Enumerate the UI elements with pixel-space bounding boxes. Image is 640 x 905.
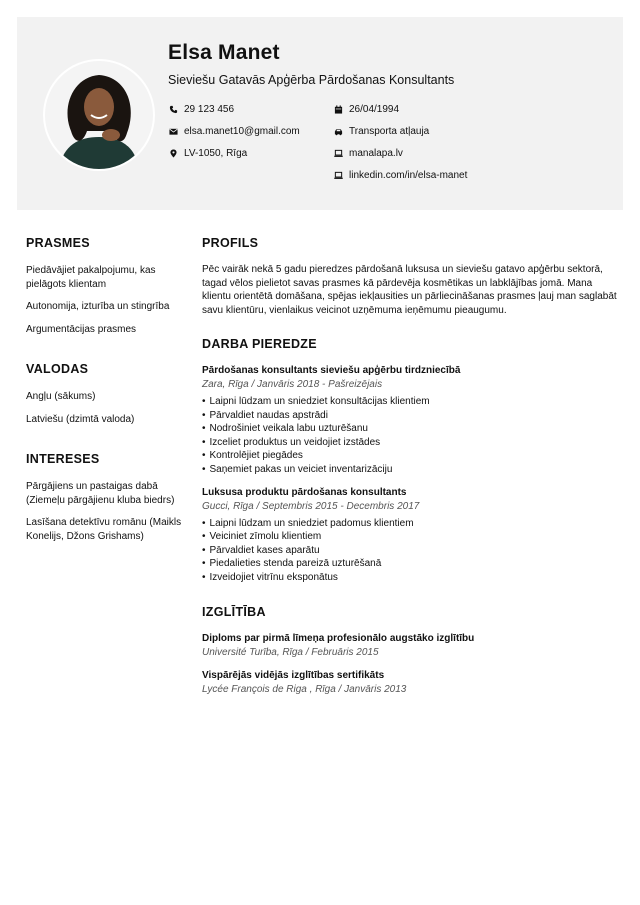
list-item: Lasīšana detektīvu romānu (Maikls Konelijs, Džons Grishams): [26, 517, 182, 542]
laptop-icon: [333, 149, 343, 159]
header-panel: [17, 17, 623, 210]
education-title: Diploms par pirmā līmeņa profesionālo augstāko izglītību: [202, 632, 475, 644]
contact-location: LV-1050, Rīga: [168, 148, 247, 159]
list-item: Angļu (sākums): [26, 391, 96, 402]
interests-heading: INTERESES: [26, 452, 100, 466]
languages-heading: VALODAS: [26, 362, 89, 376]
calendar-icon: [333, 105, 343, 115]
education-heading: IZGLĪTĪBA: [202, 604, 266, 619]
list-item: • Pārvaldiet kases aparātu: [202, 544, 620, 558]
candidate-name: Elsa Manet: [168, 41, 280, 64]
list-item: • Piedalieties stenda pareizā uzturēšanā: [202, 557, 620, 571]
education-title: Vispārējās vidējās izglītības sertifikāts: [202, 669, 385, 681]
list-item: • Kontrolējiet piegādes: [202, 449, 620, 463]
interests-section: [26, 452, 186, 543]
list-item: Piedāvājiet pakalpojumu, kas pielāgots klientam: [26, 265, 156, 290]
contact-driving-license: Transporta atļauja: [333, 126, 429, 137]
list-item: • Laipni lūdzam un sniedziet konsultācijas klientiem: [202, 395, 620, 409]
list-item: • Veiciniet zīmolu klientiem: [202, 530, 620, 544]
list-item: • Izceliet produktus un veidojiet izstādes: [202, 436, 620, 450]
job-meta: Zara, Rīga / Janvāris 2018 - Pašreizējais: [202, 379, 383, 390]
education-meta: Lycée François de Riga , Rīga / Janvāris 2013: [202, 683, 407, 695]
list-item: Argumentācijas prasmes: [26, 323, 137, 335]
list-item: Latviešu (dzimtā valoda): [26, 413, 135, 425]
skills-section: [26, 236, 186, 336]
list-item: Pārgājiens un pastaigas dabā (Ziemeļu pārgājienu kluba biedrs): [26, 481, 175, 506]
job-title: Luksusa produktu pārdošanas konsultants: [202, 486, 407, 498]
skills-heading: PRASMES: [26, 236, 90, 250]
laptop-icon: [333, 171, 343, 181]
job-bullets: [202, 517, 620, 585]
list-item: • Izveidojiet vitrīnu eksponātus: [202, 571, 620, 585]
job-title: Pārdošanas konsultants sieviešu apģērbu tirdzniecībā: [202, 365, 461, 376]
job-meta: Gucci, Rīga / Septembris 2015 - Decembris 2017: [202, 500, 420, 512]
job-bullets: [202, 395, 620, 477]
languages-section: [26, 362, 186, 426]
car-icon: [333, 127, 343, 137]
list-item: • Saņemiet pakas un veiciet inventarizāciju: [202, 463, 620, 477]
right-column: [202, 236, 620, 695]
list-item: Autonomija, izturība un stingrība: [26, 301, 170, 312]
contact-linkedin[interactable]: linkedin.com/in/elsa-manet: [333, 170, 467, 181]
contact-birthdate: 26/04/1994: [333, 104, 399, 115]
contact-email: elsa.manet10@gmail.com: [168, 126, 300, 137]
contact-website[interactable]: manalapa.lv: [333, 148, 403, 159]
contact-phone: 29 123 456: [168, 104, 234, 115]
phone-icon: [168, 105, 178, 115]
list-item: • Laipni lūdzam un sniedziet padomus klientiem: [202, 517, 620, 531]
experience-heading: DARBA PIEREDZE: [202, 337, 317, 351]
mail-icon: [168, 127, 178, 137]
list-item: • Pārvaldiet naudas apstrādi: [202, 409, 620, 423]
education-meta: Université Turība, Rīga / Februāris 2015: [202, 646, 379, 658]
left-column: [26, 236, 186, 569]
list-item: • Nodrošiniet veikala labu uzturēšanu: [202, 422, 620, 436]
candidate-job-title: Sieviešu Gatavās Apģērba Pārdošanas Konsultants: [168, 73, 455, 87]
location-pin-icon: [168, 149, 178, 159]
profile-heading: PROFILS: [202, 236, 259, 250]
avatar: [43, 59, 155, 171]
profile-text: Pēc vairāk nekā 5 gadu pieredzes pārdošanā luksusa un sieviešu gatavo apģērbu sektorā, tagad vēlos pielietot savas prasmes kā pārdevēja kosmētikas un labklājības jomā. Mana klientu orientētā domāšana, spējas iekļausities un pārliecināšanas prasmes ļauj man saglabāt savu klientūru, vienlaikus veicinot uzņēmuma ieņēmumu pieaugumu.: [202, 264, 617, 316]
